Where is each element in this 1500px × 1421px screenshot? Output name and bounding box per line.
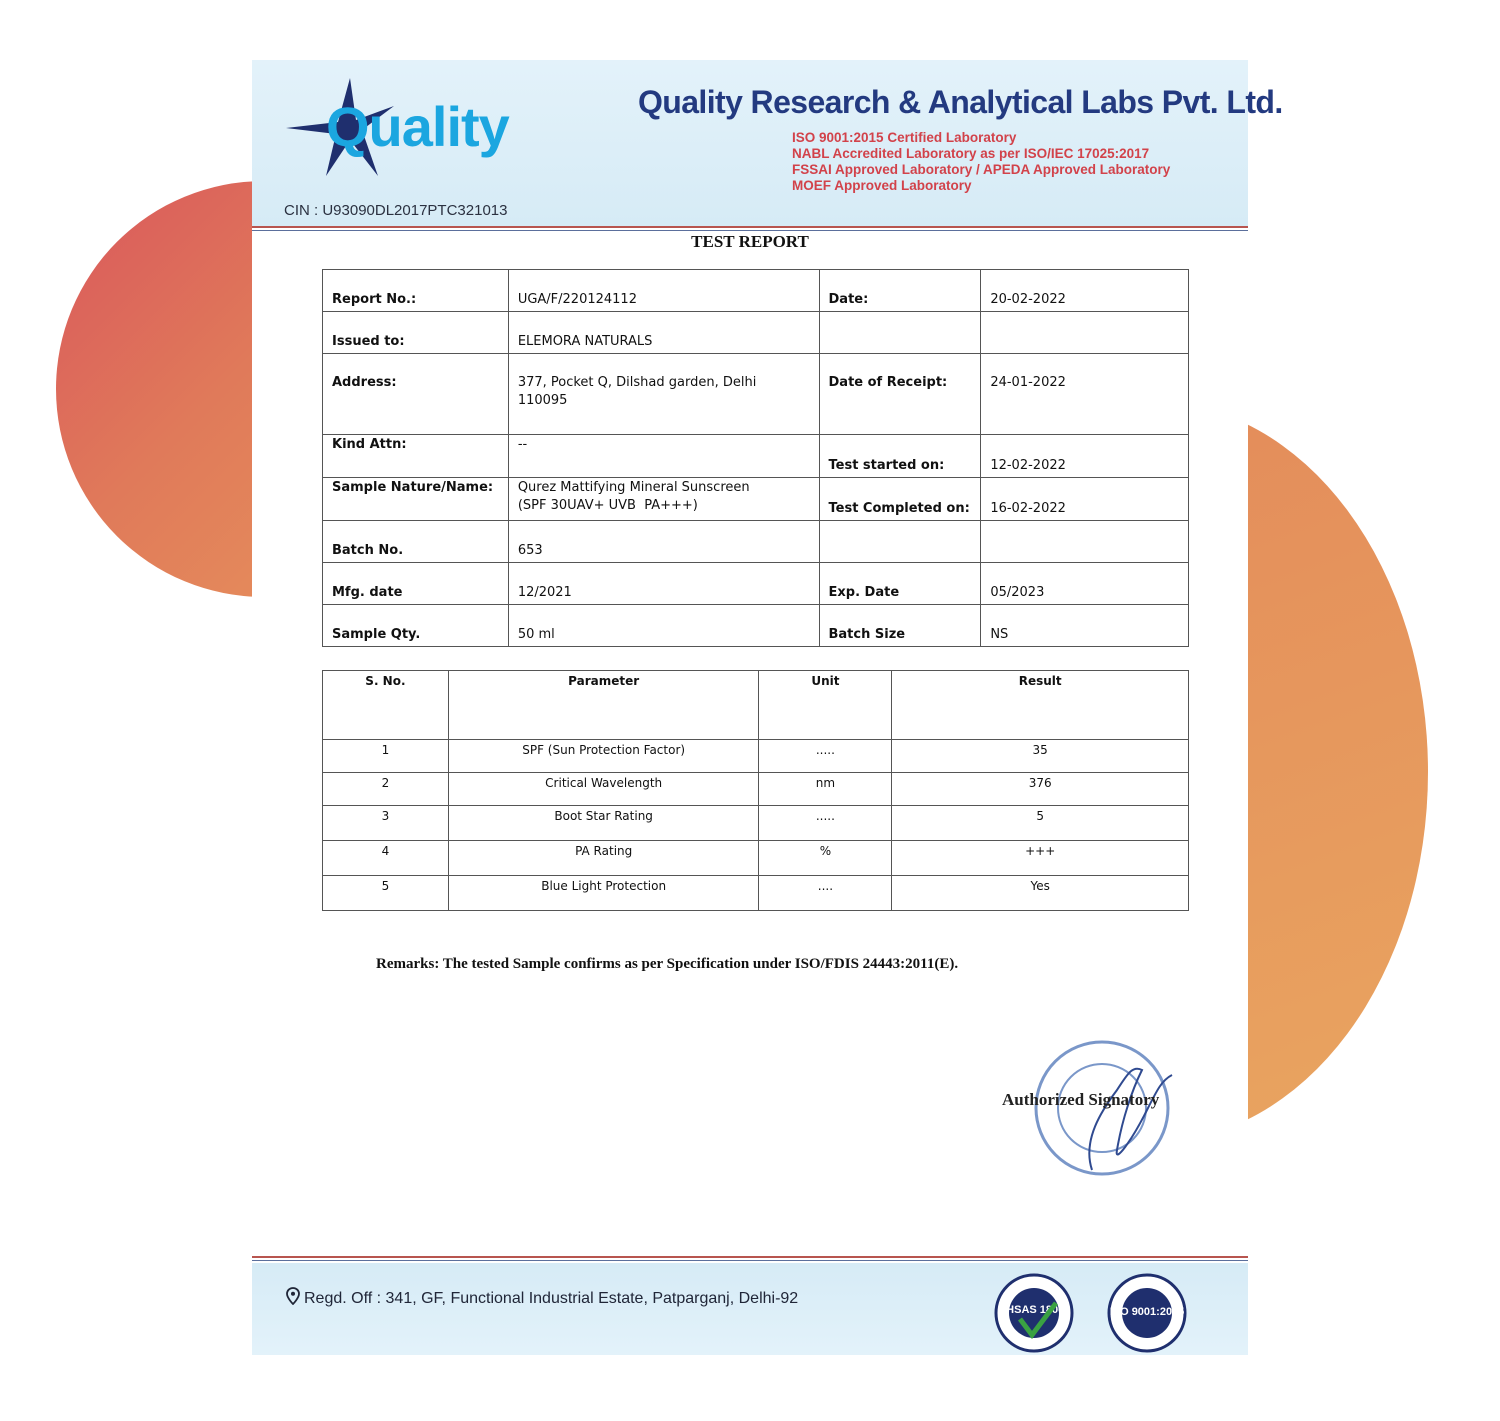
table-row xyxy=(323,435,1189,478)
exp-value: 05/2023 xyxy=(981,563,1189,605)
table-row xyxy=(323,354,1189,435)
letterhead-footer xyxy=(252,1263,1248,1355)
unit-value: .... xyxy=(759,876,892,911)
result-value: 376 xyxy=(892,773,1189,806)
address-value: 377, Pocket Q, Dilshad garden, Delhi 110095 xyxy=(508,354,819,435)
unit-value: % xyxy=(759,841,892,876)
table-header-row xyxy=(323,671,1189,740)
authorized-signatory: Authorized Signatory xyxy=(1002,1090,1160,1109)
cin-number: CIN : U93090DL2017PTC321013 xyxy=(284,202,508,219)
result-value: 35 xyxy=(892,740,1189,773)
sample-spec-line: (SPF 30UAV+ UVB PA+++) xyxy=(517,498,698,513)
table-row xyxy=(323,312,1189,354)
date-value: 20-02-2022 xyxy=(981,270,1189,312)
certification-item: NABL Accredited Laboratory as per ISO/IEC 17025:2017 xyxy=(792,146,1150,161)
signature-icon xyxy=(1062,1050,1182,1180)
iso-badge-icon xyxy=(1107,1273,1187,1353)
test-completed-value: 16-02-2022 xyxy=(981,478,1189,521)
batch-value: 653 xyxy=(508,521,819,563)
qty-label: Sample Qty. xyxy=(323,605,509,647)
date-label: Date: xyxy=(819,270,981,312)
exp-label: Exp. Date xyxy=(819,563,981,605)
certification-item: ISO 9001:2015 Certified Laboratory xyxy=(792,130,1017,145)
table-row xyxy=(323,740,1189,773)
address-label: Address: xyxy=(323,354,509,435)
unit-value: nm xyxy=(759,773,892,806)
certification-item: FSSAI Approved Laboratory / APEDA Approved Laboratory xyxy=(792,162,1171,177)
result-value: +++ xyxy=(892,841,1189,876)
table-row xyxy=(323,270,1189,312)
serial-number: 5 xyxy=(323,876,449,911)
column-header: Unit xyxy=(759,671,892,740)
issued-to-value: ELEMORA NATURALS xyxy=(508,312,819,354)
mfg-value: 12/2021 xyxy=(508,563,819,605)
header-divider xyxy=(252,230,1248,231)
parameter-name: Critical Wavelength xyxy=(448,773,759,806)
test-started-label: Test started on: xyxy=(819,435,981,478)
table-row xyxy=(323,773,1189,806)
result-value: 5 xyxy=(892,806,1189,841)
test-completed-label: Test Completed on: xyxy=(819,478,981,521)
kind-attn-value: -- xyxy=(508,435,819,478)
iso-badge-label: ISO 9001:2015 xyxy=(1109,1306,1185,1318)
unit-value: ..... xyxy=(759,806,892,841)
table-row xyxy=(323,521,1189,563)
serial-number: 1 xyxy=(323,740,449,773)
kind-attn-label: Kind Attn: xyxy=(323,435,509,478)
empty-cell xyxy=(819,312,981,354)
parameter-name: Boot Star Rating xyxy=(448,806,759,841)
empty-cell xyxy=(819,521,981,563)
letterhead xyxy=(252,60,1283,226)
serial-number: 3 xyxy=(323,806,449,841)
mfg-label: Mfg. date xyxy=(323,563,509,605)
sample-value xyxy=(508,478,819,521)
parameter-name: Blue Light Protection xyxy=(448,876,759,911)
qty-value: 50 ml xyxy=(508,605,819,647)
table-row xyxy=(323,806,1189,841)
issued-to-label: Issued to: xyxy=(323,312,509,354)
certification-item: MOEF Approved Laboratory xyxy=(792,178,972,193)
remarks-text: Remarks: The tested Sample confirms as per Specification under ISO/FDIS 24443:2011(E). xyxy=(376,956,959,972)
report-no-label: Report No.: xyxy=(323,270,509,312)
table-row xyxy=(323,563,1189,605)
table-row xyxy=(323,876,1189,911)
ohsas-badge-icon xyxy=(994,1273,1074,1353)
table-row xyxy=(323,841,1189,876)
footer-divider xyxy=(252,1260,1248,1261)
parameter-name: PA Rating xyxy=(448,841,759,876)
sample-label: Sample Nature/Name: xyxy=(323,478,509,521)
column-header: Result xyxy=(892,671,1189,740)
empty-cell xyxy=(981,521,1189,563)
batch-size-label: Batch Size xyxy=(819,605,981,647)
logo-wordmark: Quality xyxy=(326,95,509,158)
unit-value: ..... xyxy=(759,740,892,773)
parameter-name: SPF (Sun Protection Factor) xyxy=(448,740,759,773)
report-title: TEST REPORT xyxy=(691,232,809,251)
receipt-label: Date of Receipt: xyxy=(819,354,981,435)
batch-size-value: NS xyxy=(981,605,1189,647)
registered-office-text: Regd. Off : 341, GF, Functional Industrial Estate, Patparganj, Delhi-92 xyxy=(304,1290,799,1307)
column-header: Parameter xyxy=(448,671,759,740)
test-started-value: 12-02-2022 xyxy=(981,435,1189,478)
test-results-table xyxy=(322,670,1189,911)
header-divider xyxy=(252,226,1248,228)
report-info-table xyxy=(322,269,1189,647)
column-header: S. No. xyxy=(323,671,449,740)
quality-logo xyxy=(282,76,552,184)
ohsas-badge-label: OHSAS 18001 xyxy=(997,1304,1071,1316)
test-report-document xyxy=(252,60,1283,1355)
certifications-list xyxy=(792,130,1170,194)
batch-label: Batch No. xyxy=(323,521,509,563)
footer-divider xyxy=(252,1256,1248,1258)
location-pin-icon xyxy=(286,1287,300,1305)
empty-cell xyxy=(981,312,1189,354)
registered-office xyxy=(286,1287,798,1308)
sample-name-line: Qurez Mattifying Mineral Sunscreen xyxy=(517,480,750,495)
serial-number: 2 xyxy=(323,773,449,806)
result-value: Yes xyxy=(892,876,1189,911)
table-row xyxy=(323,605,1189,647)
company-name: Quality Research & Analytical Labs Pvt. Ltd. xyxy=(638,84,1283,120)
serial-number: 4 xyxy=(323,841,449,876)
receipt-value: 24-01-2022 xyxy=(981,354,1189,435)
table-row xyxy=(323,478,1189,521)
report-no-value: UGA/F/220124112 xyxy=(508,270,819,312)
